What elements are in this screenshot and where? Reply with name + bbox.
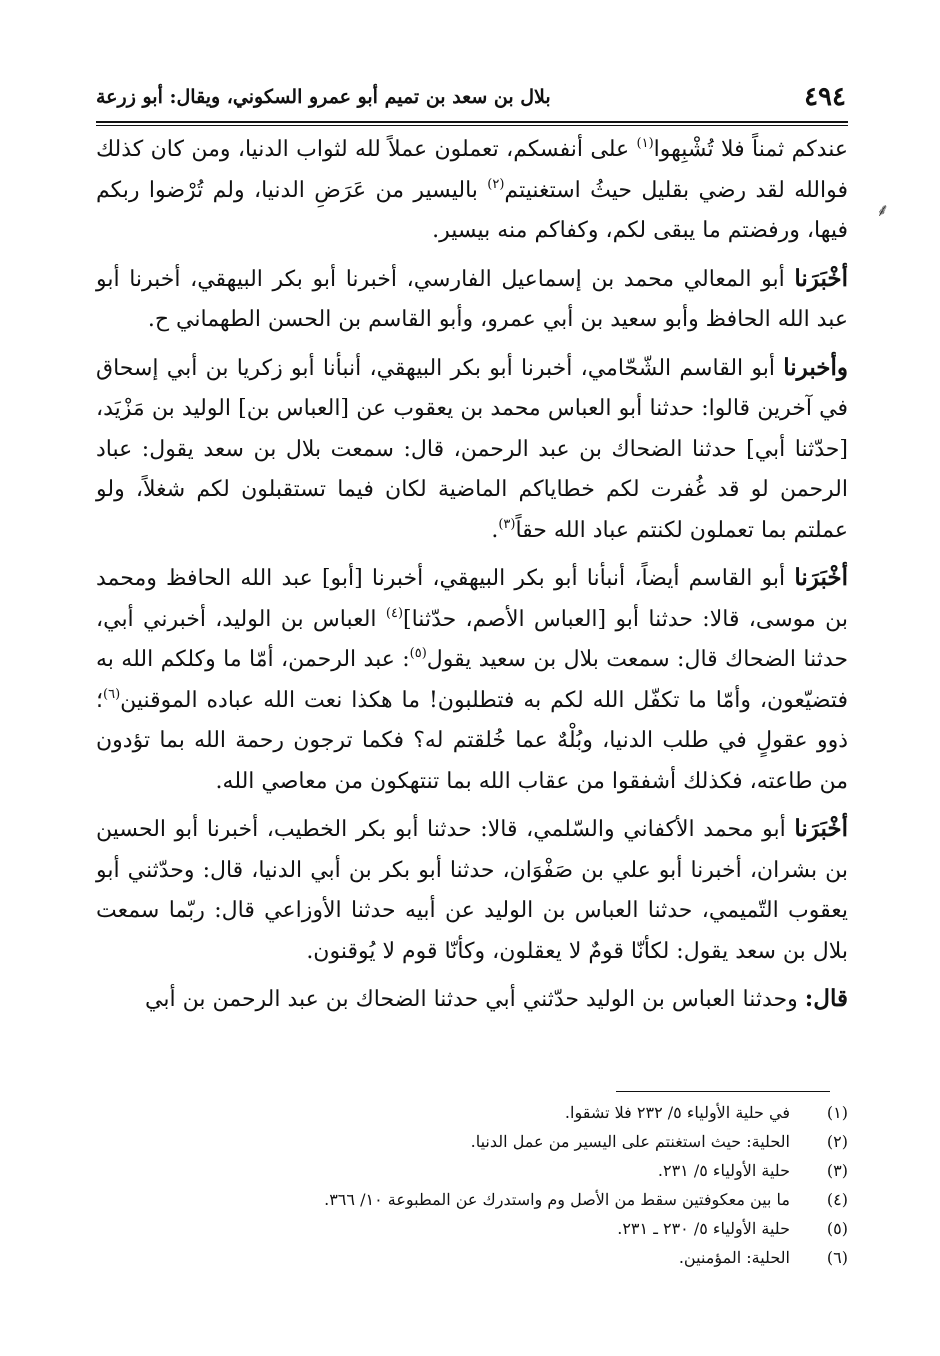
page-header — [96, 78, 848, 118]
footnote — [96, 1098, 848, 1127]
paragraph — [96, 348, 848, 552]
paragraph-lead-word: أخْبَرَنا — [794, 264, 848, 292]
paragraph-text: باليسير من عَرَضِ الدنيا، ولم تُرْضوا ربكم فيها، ورفضتم ما يبقى لكم، وكفاكم منه بيسير. — [96, 177, 848, 243]
paragraph-text: وحدثنا العباس بن الوليد حدّثني أبي حدثنا الضحاك بن عبد الرحمن بن أبي — [145, 987, 805, 1012]
footnote-ref: (٤) — [385, 605, 404, 621]
footnote-number: (٤) — [826, 1190, 848, 1209]
paragraph-lead-word: قال: — [804, 985, 848, 1012]
paragraph — [96, 809, 848, 972]
paragraph — [96, 130, 848, 252]
paragraph-lead-word: أخْبَرَنا — [794, 564, 848, 591]
paragraph-lead-word: أخْبَرَنا — [794, 815, 848, 842]
paragraph-text: : عبد الرحمن، أمّا ما وكلكم الله به فتضيّعون، وأمّا ما تكفّل الله لكم به فتطلبون! ما هكذا نعت الله عباده الموقنين — [96, 647, 848, 713]
paragraph-text: العباس بن الوليد، أخبرني أبي، حدثنا الضحاك قال: سمعت بلال بن سعيد يقول — [96, 606, 848, 672]
footnote — [96, 1243, 848, 1272]
footnote-number: (٥) — [826, 1219, 848, 1238]
footnote-text: ما بين معكوفتين سقط من الأصل وم واستدرك عن المطبوعة ١٠/ ٣٦٦. — [324, 1190, 790, 1209]
footnote-text: حلية الأولياء ٥/ ٢٣١. — [657, 1161, 790, 1180]
footnote-ref: (١) — [636, 136, 654, 151]
footnote-text: حلية الأولياء ٥/ ٢٣٠ ـ ٢٣١. — [617, 1219, 790, 1238]
paragraph-text: عندكم ثمناً فلا تُشْبِهوا — [653, 137, 848, 162]
paragraph — [96, 558, 848, 802]
paragraph-text: . — [491, 517, 499, 543]
footnote-text: في حلية الأولياء ٥/ ٢٣٢ فلا تشقوا. — [564, 1103, 790, 1122]
paragraph-text: على أنفسكم، تعملون عملاً لله لثواب الدنيا، ومن كان كذلك فوالله لقد رضي بقليل حيثُ استغنيتم — [96, 137, 848, 203]
footnote — [96, 1214, 848, 1243]
page-number: ٤٩٤ — [804, 82, 846, 112]
footnote-number: (٣) — [826, 1161, 848, 1180]
paragraph-text: أبو القاسم الشّحّامي، أخبرنا أبو بكر البيهقي، أنبأنا أبو زكريا بن أبي إسحاق في آخرين قالوا: حدثنا أبو العباس محمد بن يعقوب عن [العباس بن] الوليد بن مَزْيَد، [حدّثنا أبي] حدثنا الضحاك بن عبد الرحمن، قال: سمعت بلال بن سعد يقول: عباد الرحمن لو قد غُفرت لكم خطاياكم الماضية لكان فيما تستقبلون لكم شغلاً، ولو عملتم بما تعملون لكنتم عباد الله حقاً — [96, 355, 848, 543]
main-text — [96, 130, 848, 1021]
footnote-ref: (٦) — [103, 686, 121, 702]
footnote-text: الحلية: المؤمنين. — [678, 1248, 790, 1267]
footnote-number: (٦) — [826, 1248, 848, 1267]
paragraph — [96, 259, 848, 341]
footnotes — [96, 1098, 848, 1272]
footnote-rule — [616, 1091, 830, 1092]
running-title: بلال بن سعد بن تميم أبو عمرو السكوني، ويقال: أبو زرعة — [96, 86, 551, 108]
paragraph-lead-word: وأخبرنا — [783, 353, 848, 381]
paragraph-text: أبو المعالي محمد بن إسماعيل الفارسي، أخبرنا أبو بكر البيهقي، أخبرنا أبو عبد الله الحافظ وأبو سعيد بن أبي عمرو، وأبو القاسم بن الحسن الطهماني ح. — [96, 266, 848, 332]
footnote-ref: (٢) — [487, 176, 505, 192]
footnote — [96, 1156, 848, 1185]
margin-mark: ⸙ — [876, 200, 890, 221]
footnote — [96, 1185, 848, 1214]
footnote-number: (٢) — [826, 1132, 848, 1151]
footnote-text: الحلية: حيث استغنتم على اليسير من عمل الدنيا. — [470, 1132, 790, 1151]
paragraph — [96, 979, 848, 1021]
paragraph-text: أبو محمد الأكفاني والسّلمي، قالا: حدثنا أبو بكر الخطيب، أخبرنا أبو الحسين بن بشران، أخبرنا أبو علي بن صَفْوَان، حدثنا أبو بكر بن أبي الدنيا، قال: وحدّثني أبو يعقوب التّميمي، حدثنا العباس بن الوليد عن أبيه حدثنا الأوزاعي قال: ربّما سمعت بلال بن سعد يقول: لكأنّا قومٌ لا يعقلون، وكأنّا قوم لا يُوقنون. — [96, 817, 848, 964]
footnote-number: (١) — [826, 1103, 848, 1122]
footnote-ref: (٣) — [498, 516, 516, 532]
paragraph-text: أبو القاسم أيضاً، أنبأنا أبو بكر البيهقي، أخبرنا [أبو] عبد الله الحافظ ومحمد بن موسى، قالا: حدثنا أبو [العباس الأصم، حدّثنا] — [96, 566, 848, 632]
header-rule — [96, 121, 848, 126]
footnote-ref: (٥) — [409, 646, 427, 661]
footnote — [96, 1127, 848, 1156]
paragraph-text: ؛ ذوو عقولٍ في طلب الدنيا، وبُلْهٌ عما خُلقتم له؟ فكما ترجون رحمة الله بما تؤدون من طاعته، فكذلك أشفقوا من عقاب الله بما تنتهكون من معاصي الله. — [96, 687, 848, 794]
